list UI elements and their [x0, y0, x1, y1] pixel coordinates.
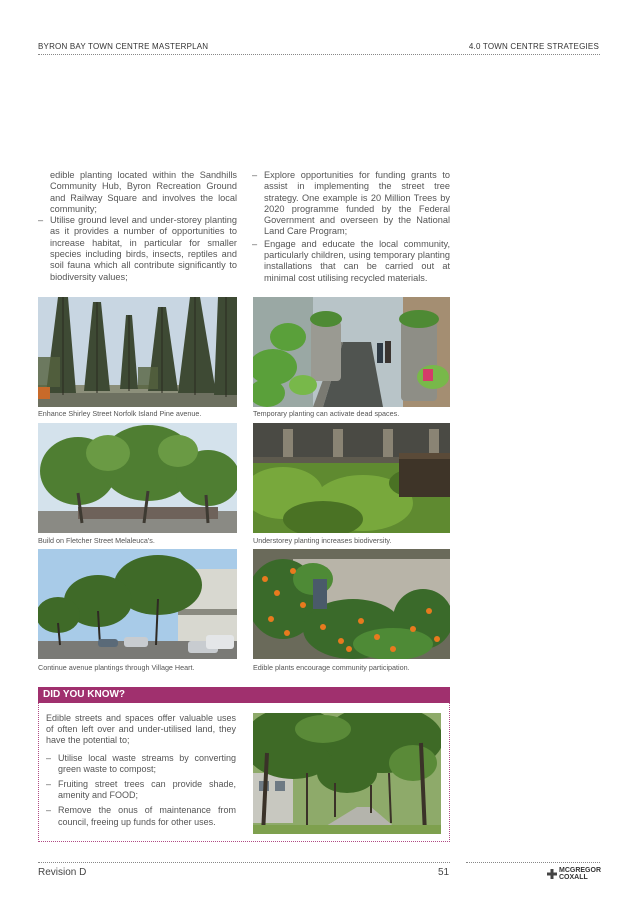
photo-caption: Build on Fletcher Street Melaleuca's. — [38, 536, 155, 545]
list-item — [252, 170, 450, 238]
bullet-dash: – — [38, 215, 44, 226]
photo-caption: Understorey planting increases biodiversity. — [253, 536, 392, 545]
did-you-know-text — [46, 713, 236, 828]
laneway-planting-image — [253, 297, 450, 407]
cross-logo-icon — [547, 869, 557, 879]
list-item — [46, 779, 236, 801]
page-number: 51 — [438, 867, 450, 878]
revision-label: Revision D — [38, 867, 87, 878]
photo-edible-plants — [253, 549, 450, 659]
photo-caption: Temporary planting can activate dead spaces. — [253, 409, 400, 418]
photo-caption: Edible plants encourage community participation. — [253, 663, 410, 672]
photo-caption: Enhance Shirley Street Norfolk Island Pine avenue. — [38, 409, 202, 418]
photo-melaleucas — [38, 423, 237, 533]
bullet-text: Engage and educate the local community, particularly children, using temporary planting installations that can be carried out at minimal cost utilising recycled materials. — [264, 238, 450, 283]
company-logo — [547, 866, 603, 882]
photo-avenue-plantings — [38, 549, 237, 659]
photo-understorey — [253, 423, 450, 533]
right-text-column — [252, 170, 450, 284]
bullet-dash: – — [46, 805, 52, 816]
bullet-dash: – — [252, 238, 258, 249]
pine-avenue-image — [38, 297, 237, 407]
did-you-know-intro: Edible streets and spaces offer valuable uses of often left over and under-utilised land, they have the potential to; — [46, 713, 236, 746]
orange-trees-image — [253, 549, 450, 659]
did-you-know-heading: DID YOU KNOW? — [38, 687, 450, 703]
photo-tree-lined-street — [253, 713, 441, 834]
bullet-text: Explore opportunities for funding grants to assist in implementing the street tree strategy. One example is 20 Million Trees by 2020 programme funded by the Federal Government and overseen by the National Land Care Program; — [264, 170, 450, 237]
bullet-text: Utilise ground level and under-storey planting as it provides a number of opportunities to increase habitat, in particular for smaller species including birds, insects, reptiles and soil fauna which all contribute significantly to biodiversity values; — [50, 215, 237, 282]
melaleuca-trees-image — [38, 423, 237, 533]
logo-text-line2: COXALL — [559, 874, 588, 881]
list-item — [46, 805, 236, 827]
village-avenue-image — [38, 549, 237, 659]
logo-text-line1: MCGREGOR — [559, 867, 601, 874]
document-title: BYRON BAY TOWN CENTRE MASTERPLAN — [38, 42, 209, 51]
understorey-planting-image — [253, 423, 450, 533]
bullet-dash: – — [252, 170, 258, 180]
photo-norfolk-pines — [38, 297, 237, 407]
list-item — [252, 239, 450, 284]
section-title: 4.0 TOWN CENTRE STRATEGIES — [468, 42, 599, 51]
list-item — [38, 215, 237, 283]
left-text-column — [38, 170, 237, 283]
tree-lined-street-image — [253, 713, 441, 834]
bullet-dash: – — [46, 752, 52, 763]
header-divider — [38, 54, 600, 55]
continuation-paragraph: edible planting located within the Sandhills Community Hub, Byron Recreation Ground and Railway Square and involves the local community; — [50, 170, 237, 214]
bullet-dash: – — [46, 779, 52, 790]
bullet-text: Remove the onus of maintenance from council, freeing up funds for other uses. — [58, 805, 236, 827]
footer-divider — [38, 862, 450, 863]
photo-temporary-planting — [253, 297, 450, 407]
bullet-text: Utilise local waste streams by converting green waste to compost; — [58, 752, 236, 774]
bullet-text: Fruiting street trees can provide shade, amenity and FOOD; — [58, 779, 236, 801]
photo-caption: Continue avenue plantings through Village Heart. — [38, 663, 195, 672]
list-item — [46, 753, 236, 775]
footer-divider-right — [466, 862, 600, 863]
